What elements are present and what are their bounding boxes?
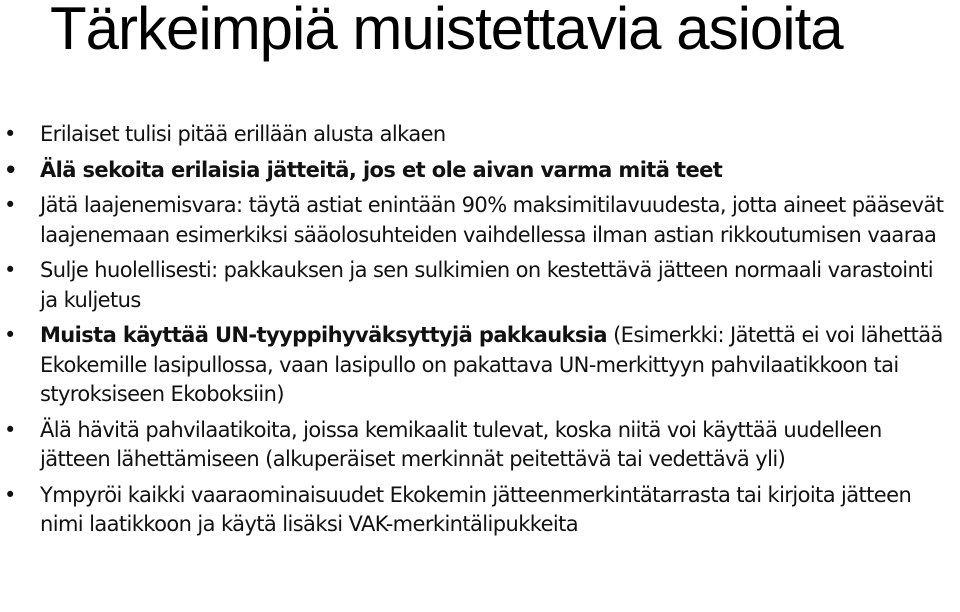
bullet-text: Älä sekoita erilaisia jätteitä, jos et ole aivan varma mitä teet: [40, 157, 723, 182]
bullet-text: (Esimerkki: Jätettä ei voi lähettää Ekokemille lasipullossa, vaan lasipullo on pakattava UN-merkittyyn pahvilaatikkoon tai styroksiseen Ekoboksiin): [40, 323, 943, 406]
bullet-item: [0, 321, 960, 410]
bullet-text: Ympyröi kaikki vaaraominaisuudet Ekokemin jätteenmerkintätarrasta tai kirjoita jätteen nimi laatikkoon ja käytä lisäksi VAK-merkintälipukkeita: [40, 482, 912, 536]
bullet-item: [0, 481, 960, 540]
bullet-item: [0, 120, 960, 150]
bullet-item: [0, 416, 960, 475]
bullet-text: Sulje huolellisesti: pakkauksen ja sen sulkimien on kestettävä jätteen normaali varastointi ja kuljetus: [40, 258, 934, 312]
bullet-item: [0, 256, 960, 315]
bullet-item: [0, 156, 960, 186]
bullet-text: Erilaiset tulisi pitää erillään alusta alkaen: [40, 122, 446, 146]
bullet-text: Älä hävitä pahvilaatikoita, joissa kemikaalit tulevat, koska niitä voi käyttää uudelleen jätteen lähettämiseen (alkuperäiset merkinnät peitettävä tai vedettävä yli): [40, 417, 882, 471]
slide-title: Tärkeimpiä muistettavia asioita: [50, 0, 843, 62]
bullet-bold-text: Muista käyttää UN-tyyppihyväksyttyjä pakkauksia: [40, 323, 607, 347]
bullet-item: [0, 191, 960, 250]
bullet-list: [0, 120, 960, 546]
bullet-text: Jätä laajenemisvara: täytä astiat enintään 90% maksimitilavuudesta, jotta aineet pääsevät laajenemaan esimerkiksi sääolosuhteiden vaihdellessa ilman astian rikkoutumisen vaaraa: [40, 193, 944, 247]
